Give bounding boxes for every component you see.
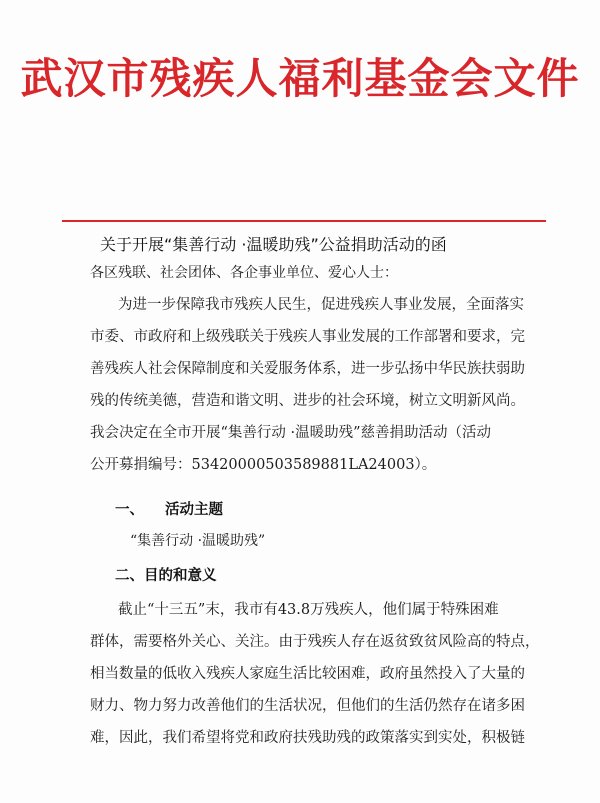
paragraph-line: 善残疾人社会保障制度和关爱服务体系，进一步弘扬中华民族扶弱助	[90, 361, 525, 377]
section-number: 一、	[115, 502, 144, 518]
section-title: 活动主题	[165, 502, 223, 518]
masthead-title: 武汉市残疾人福利基金会文件	[20, 54, 580, 103]
paragraph-line: 为进一步保障我市残疾人民生，促进残疾人事业发展，全面落实	[118, 297, 524, 313]
paragraph-line: 我会决定在全市开展“集善行动 ·温暖助残”慈善捐助活动（活动	[90, 425, 492, 441]
paragraph-line: 财力、物力努力改善他们的生活状况，但他们的生活仍然存在诸多困	[90, 698, 525, 714]
paragraph-line: 截止“十三五”末，我市有43.8万残疾人，他们属于特殊困难	[118, 602, 499, 618]
document-title: 关于开展“集善行动 ·温暖助残”公益捐助活动的函	[100, 235, 447, 254]
paragraph-line: 相当数量的低收入残疾人家庭生活比较困难，政府虽然投入了大量的	[90, 666, 525, 682]
paragraph-line: 市委、市政府和上级残联关于残疾人事业发展的工作部署和要求，完	[90, 329, 525, 345]
paragraph-line: 公开募捐编号：53420000503589881LA24003）。	[90, 457, 437, 473]
salutation: 各区残联、社会团体、各企事业单位、爱心人士：	[90, 265, 398, 281]
red-divider-line	[62, 220, 546, 222]
paragraph-line: 残的传统美德，营造和谐文明、进步的社会环境，树立文明新风尚。	[90, 393, 525, 409]
activity-theme: “集善行动 ·温暖助残”	[130, 533, 266, 549]
paragraph-line: 难，因此，我们希望将党和政府扶残助残的政策落实到实处，积极链	[90, 730, 525, 746]
section-heading-theme	[115, 498, 223, 519]
section-heading-purpose: 二、目的和意义	[115, 568, 217, 584]
paragraph-line: 群体，需要格外关心、关注。由于残疾人存在返贫致贫风险高的特点，	[90, 634, 540, 650]
